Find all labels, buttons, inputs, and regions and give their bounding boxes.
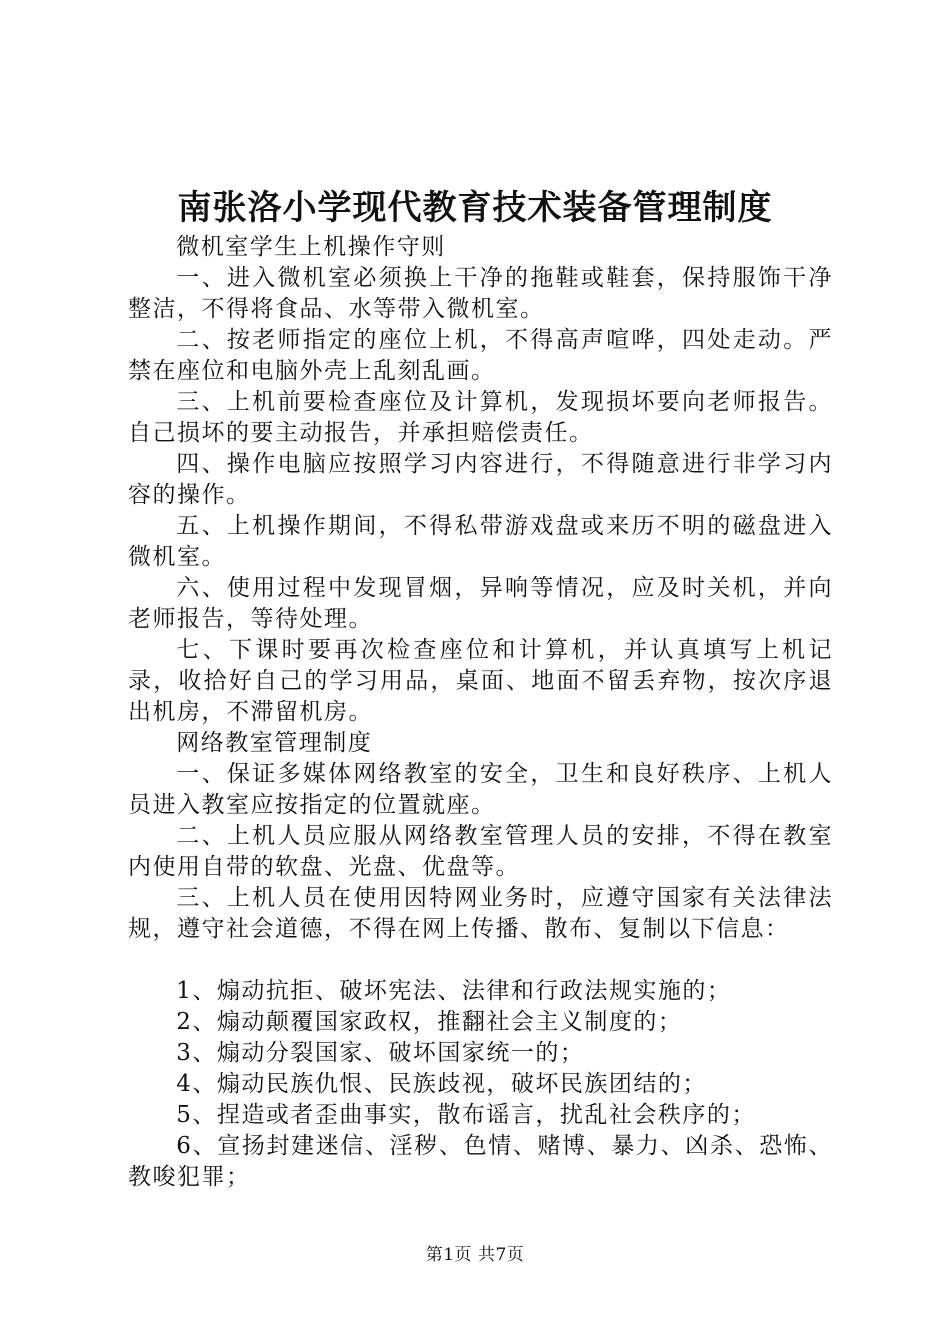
blank-line	[128, 945, 833, 976]
page-number-footer: 第1页 共7页	[425, 1245, 525, 1265]
rule-paragraph: 二、按老师指定的座位上机，不得高声喧哗，四处走动。严禁在座位和电脑外壳上乱刻乱画。	[128, 327, 833, 384]
rule-paragraph: 七、下课时要再次检查座位和计算机，并认真填写上机记录，收拾好自己的学习用品，桌面、地面不留丢弃物，按次序退出机房，不滞留机房。	[128, 637, 833, 725]
list-item: 4、煽动民族仇恨、民族歧视，破坏民族团结的；	[176, 1071, 707, 1097]
rule-paragraph: 一、进入微机室必须换上干净的拖鞋或鞋套，保持服饰干净整洁，不得将食品、水等带入微机室。	[128, 265, 833, 322]
list-item: 3、煽动分裂国家、破坏国家统一的；	[176, 1040, 585, 1066]
document-body	[128, 232, 833, 1193]
rule-paragraph: 二、上机人员应服从网络教室管理人员的安排，不得在教室内使用自带的软盘、光盘、优盘等。	[128, 823, 833, 880]
rule-paragraph: 五、上机操作期间，不得私带游戏盘或来历不明的磁盘进入微机室。	[128, 513, 833, 570]
section-heading-network-room: 网络教室管理制度	[176, 730, 373, 756]
rule-paragraph: 四、操作电脑应按照学习内容进行，不得随意进行非学习内容的操作。	[128, 451, 833, 508]
list-item: 2、煽动颠覆国家政权，推翻社会主义制度的；	[176, 1009, 683, 1035]
list-item: 5、捏造或者歪曲事实，散布谣言，扰乱社会秩序的；	[176, 1102, 756, 1128]
rule-paragraph: 六、使用过程中发现冒烟，异响等情况，应及时关机，并向老师报告，等待处理。	[128, 575, 833, 632]
section-heading-computer-room: 微机室学生上机操作守则	[176, 234, 446, 260]
document-title: 南张洛小学现代教育技术装备管理制度	[177, 188, 773, 228]
list-item: 6、宣扬封建迷信、淫秽、色情、赌博、暴力、凶杀、恐怖、教唆犯罪；	[128, 1133, 833, 1190]
rule-paragraph: 三、上机人员在使用因特网业务时，应遵守国家有关法律法规，遵守社会道德，不得在网上传播、散布、复制以下信息：	[128, 885, 833, 942]
list-item: 1、煽动抗拒、破坏宪法、法律和行政法规实施的；	[176, 978, 732, 1004]
rule-paragraph: 一、保证多媒体网络教室的安全，卫生和良好秩序、上机人员进入教室应按指定的位置就座。	[128, 761, 833, 818]
rule-paragraph: 三、上机前要检查座位及计算机，发现损坏要向老师报告。自己损坏的要主动报告，并承担赔偿责任。	[128, 389, 833, 446]
